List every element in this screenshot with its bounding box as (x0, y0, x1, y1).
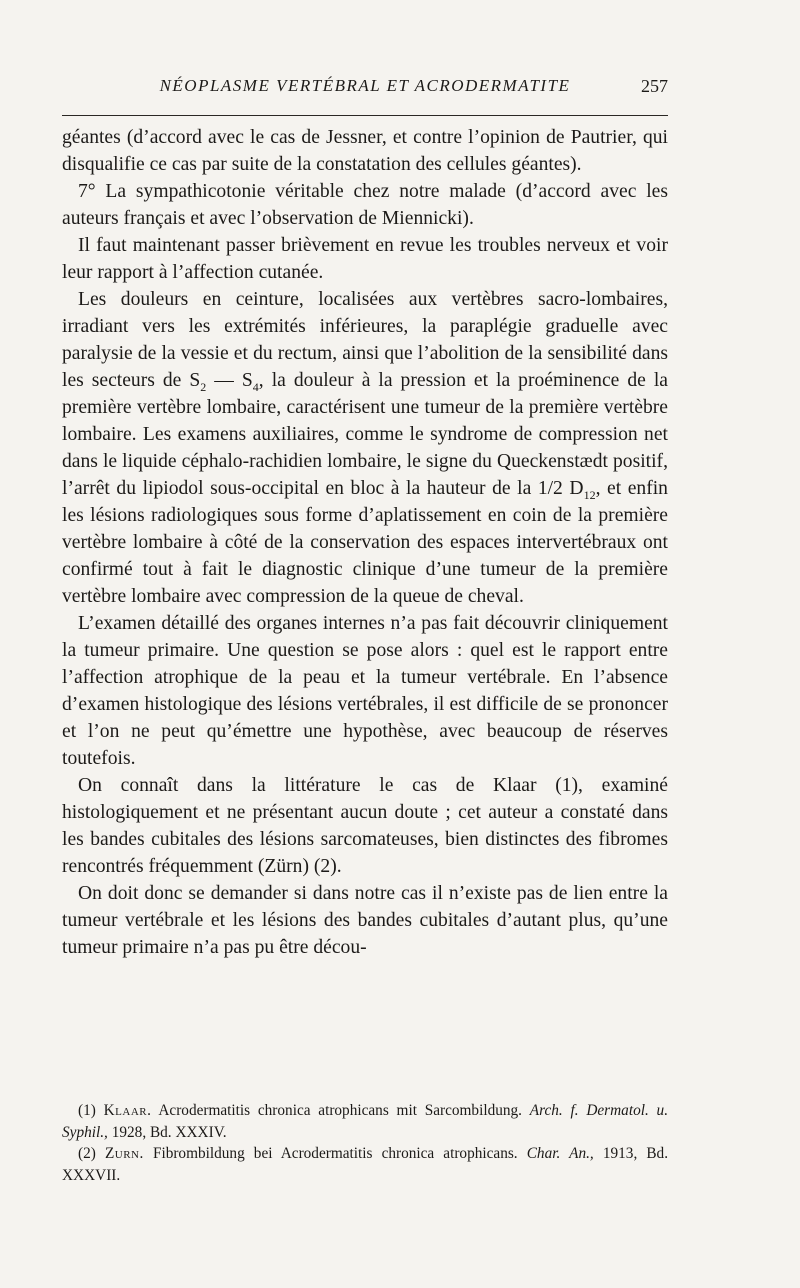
page-number: 257 (641, 76, 668, 96)
page-header (62, 74, 668, 104)
subscript-s4: 4 (252, 379, 259, 394)
footnote-1-journal: Arch. f. Dermatol. u. Syphil., (62, 1102, 669, 1141)
footnote-2-title: Fibrombildung bei Acrodermatitis chronica atrophicans. (152, 1145, 518, 1162)
paragraph-7: On doit donc se demander si dans notre cas il n’existe pas de lien entre la tumeur vertébrale et les lésions des bandes cubitales d’autant plus, qu’une tumeur primaire n’a pas pu être décou- (62, 883, 668, 958)
footnote-1 (62, 1100, 668, 1143)
footnote-2 (62, 1143, 668, 1186)
paragraph-3: Il faut maintenant passer brièvement en revue les troubles nerveux et voir leur rapport à l’affection cutanée. (62, 235, 668, 283)
subscript-d12: 12 (583, 487, 596, 502)
footnotes (62, 1100, 668, 1186)
paragraph-4-part-4: , et enfin les lésions radiologiques sous forme d’aplatissement en coin de la première vertèbre lombaire à côté de la conservation des espaces intervertébraux ont confirmé tout à fait le diagnostic clinique d’une tumeur de la première vertèbre lombaire avec compression de la queue de cheval. (62, 478, 668, 607)
paragraph-6: On connaît dans la littérature le cas de Klaar (1), examiné histologiquement et ne présentant aucun doute ; cet auteur a constaté dans les bandes cubitales des lésions sarcomateuses, bien distinctes des fibromes rencontrés fréquemment (Zürn) (2). (62, 775, 668, 877)
footnote-1-author: Klaar. (103, 1102, 152, 1119)
subscript-s2: 2 (200, 379, 207, 394)
paragraph-4 (62, 286, 668, 610)
running-title: NÉOPLASME VERTÉBRAL ET ACRODERMATITE (159, 76, 571, 95)
paragraph-1: géantes (d’accord avec le cas de Jessner, et contre l’opinion de Pautrier, qui disqualifie ce cas par suite de la constatation des cellules géantes). (62, 127, 668, 175)
footnote-1-title: Acrodermatitis chronica atrophicans mit Sarcombildung. (158, 1102, 522, 1119)
footnote-2-marker: (2) (78, 1145, 96, 1162)
footnote-2-journal: Char. An., (526, 1145, 594, 1162)
header-rule (62, 115, 668, 116)
footnote-1-marker: (1) (78, 1102, 96, 1119)
paragraph-5: L’examen détaillé des organes internes n’a pas fait découvrir cliniquement la tumeur primaire. Une question se pose alors : quel est le rapport entre l’affection atrophique de la peau et la tumeur vertébrale. En l’absence d’examen histologique des lésions vertébrales, il est difficile de se prononcer et l’on ne peut qu’émettre une hypothèse, avec beaucoup de réserves toutefois. (62, 613, 668, 769)
footnote-2-author: Zurn. (104, 1145, 144, 1162)
paragraph-4-part-3: , la douleur à la pression et la proéminence de la première vertèbre lombaire, caractérisent une tumeur de la première vertèbre lombaire. Les examens auxiliaires, comme le syndrome de compression net dans le liquide céphalo-rachidien lombaire, le signe du Queckenstædt positif, l’arrêt du lipiodol sous-occipital en bloc à la hauteur de la 1/2 D (62, 370, 668, 499)
paragraph-2: 7° La sympathicotonie véritable chez notre malade (d’accord avec les auteurs français et avec l’observation de Miennicki). (62, 181, 668, 229)
body-text (62, 124, 668, 961)
paragraph-4-part-1: Les douleurs en ceinture, localisées aux vertèbres sacro-lombaires, irradiant vers les extrémités inférieures, la paraplégie graduelle avec paralysie de la vessie et du rectum, ainsi que l’abolition de la sensibilité dans les secteurs de S (62, 289, 668, 391)
footnote-1-ref: 1928, Bd. XXXIV. (111, 1123, 227, 1141)
paragraph-4-part-2: — S (206, 370, 253, 391)
footnote-2-ref: 1913, Bd. XXXVII. (62, 1145, 669, 1184)
